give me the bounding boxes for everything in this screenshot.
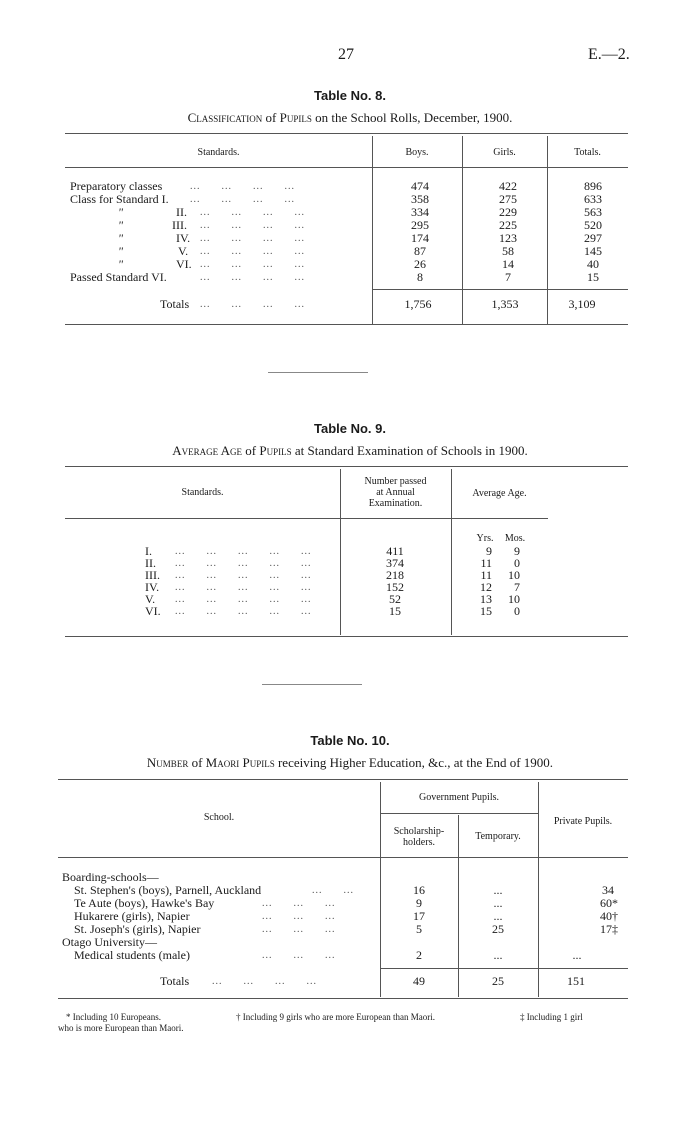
- table-8-title: Table No. 8.: [314, 88, 386, 103]
- header-private-pupils: Private Pupils.: [553, 816, 613, 827]
- table-9-title: Table No. 9.: [314, 421, 386, 436]
- page-reference: E.—2.: [588, 46, 630, 63]
- header-temporary: Temporary.: [475, 831, 521, 842]
- header-yrs: Yrs.: [476, 533, 494, 544]
- header-school: School.: [203, 812, 235, 823]
- footnote-1: * Including 10 Europeans.: [66, 1012, 161, 1022]
- table-10-caption: Number of Maori Pupils receiving Higher Education, &c., at the End of 1900.: [146, 755, 554, 770]
- table-10-title: Table No. 10.: [310, 733, 390, 748]
- header-average-age: Average Age.: [472, 488, 527, 499]
- header-mos: Mos.: [504, 533, 526, 544]
- page-number: 27: [338, 46, 354, 63]
- table-9-caption: Average Age of Pupils at Standard Examination of Schools in 1900.: [172, 443, 528, 458]
- header-boys: Boys.: [405, 147, 429, 158]
- header-totals: Totals.: [574, 147, 601, 158]
- footnote-3-continued: who is more European than Maori.: [58, 1023, 184, 1033]
- header-standards: Standards.: [197, 147, 240, 158]
- header-girls: Girls.: [493, 147, 516, 158]
- table-8-caption: Classification of Pupils on the School Rolls, December, 1900.: [187, 110, 513, 125]
- section-divider: [262, 684, 362, 685]
- footnote-3: ‡ Including 1 girl: [520, 1012, 583, 1022]
- section-divider: [268, 372, 368, 373]
- header-scholarship-holders: Scholarship- holders.: [393, 826, 445, 848]
- header-passed: Number passed at Annual Examination.: [364, 476, 427, 509]
- header-government-pupils: Government Pupils.: [419, 792, 499, 803]
- footnote-2: † Including 9 girls who are more European than Maori.: [236, 1012, 435, 1022]
- header-standards: Standards.: [181, 487, 224, 498]
